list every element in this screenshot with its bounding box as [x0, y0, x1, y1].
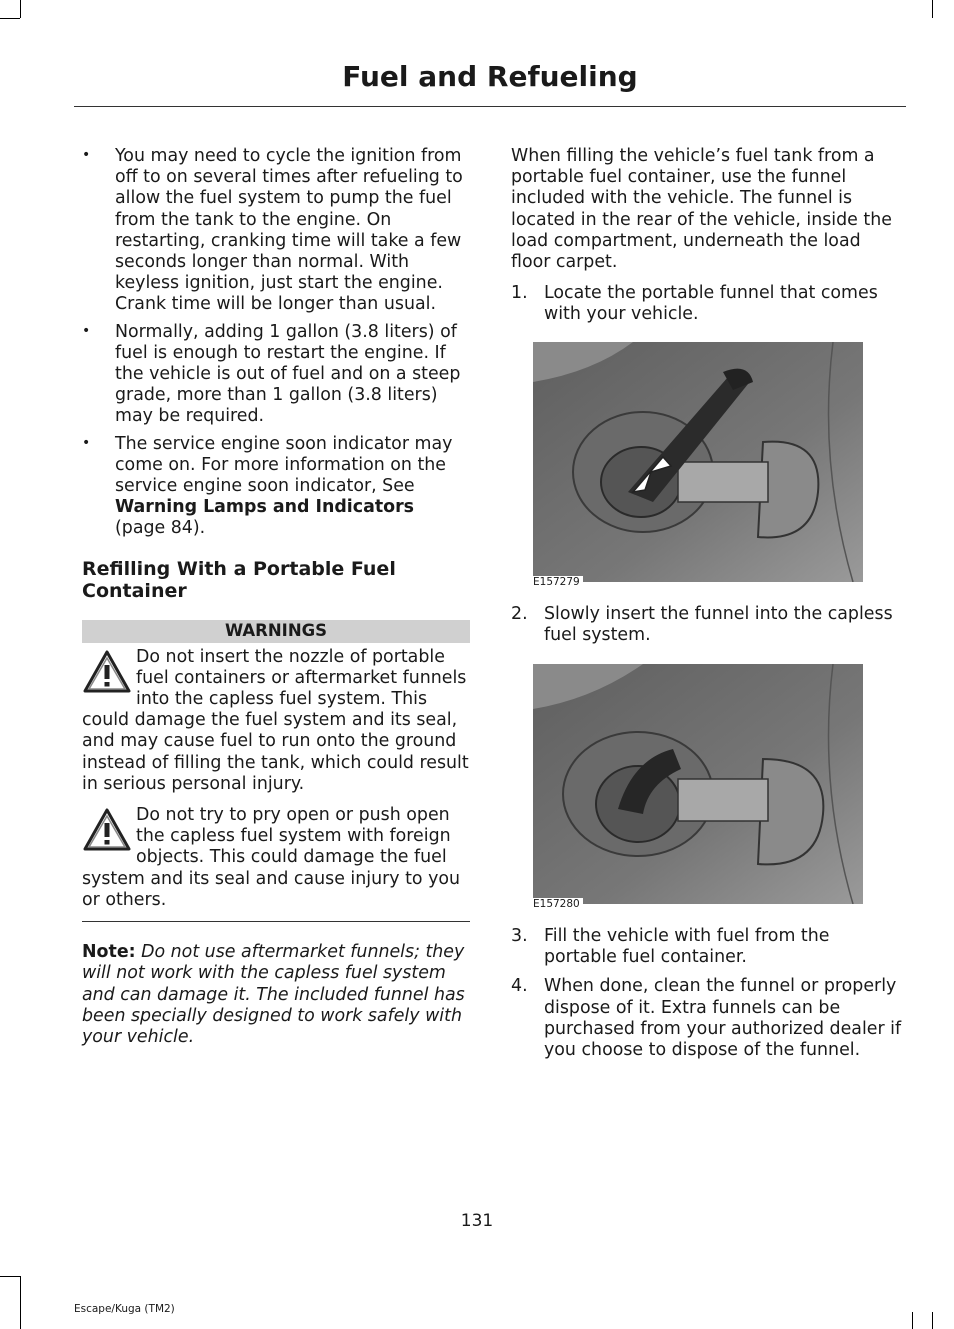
figure-code: E157279: [533, 576, 583, 588]
crop-mark: [0, 18, 20, 19]
note-paragraph: Note: Do not use aftermarket funnels; they will not work with the capless fuel system and can damage it. The included funnel has been specially designed to work safely with your vehicle.: [82, 942, 465, 1047]
section-heading: Refilling With a Portable Fuel Container: [82, 557, 396, 602]
step-item: 1. Locate the portable funnel that comes with your vehicle.: [511, 283, 878, 325]
bullet-list: [82, 146, 470, 540]
step-item: 4. When done, clean the funnel or properly dispose of it. Extra funnels can be purchased from your authorized dealer if you choose to dispose of the funnel.: [511, 976, 902, 1061]
crop-mark: [20, 1276, 21, 1329]
steps-list: [511, 604, 903, 646]
right-column: [511, 146, 903, 1061]
header-divider: [74, 106, 906, 107]
crop-mark: [20, 0, 21, 18]
page-title: Fuel and Refueling: [342, 60, 638, 93]
step-item: 3. Fill the vehicle with fuel from the portable fuel container.: [511, 926, 830, 968]
crop-mark: [932, 0, 933, 18]
left-column: [82, 146, 470, 1048]
funnel-illustration-locate: [533, 342, 863, 588]
fuel-door-funnel-image: [533, 342, 863, 582]
steps-list: [511, 283, 903, 325]
funnel-illustration-insert: [533, 664, 863, 911]
crop-mark: [932, 1312, 933, 1329]
list-item: • You may need to cycle the ignition from off to on several times after refueling to allow the fuel system to pump the fuel from the tank to the engine. On restarting, cranking time will take a few seconds longer than normal. With keyless ignition, just start the engine. Crank time will be longer than usual.: [82, 146, 463, 315]
warning-triangle-icon: [82, 807, 132, 853]
footer-model: Escape/Kuga (TM2): [74, 1303, 175, 1315]
warning-item: Do not insert the nozzle of portable fuel containers or aftermarket funnels into the capless fuel system. This could damage the fuel system and its seal, and may cause fuel to run onto the ground instead of filling the tank, which could result in serious personal injury.: [82, 646, 469, 794]
intro-paragraph: When filling the vehicle’s fuel tank from a portable fuel container, use the funnel included with the vehicle. The funnel is located in the rear of the vehicle, inside the load compartment, underneath the load floor carpet.: [511, 146, 892, 273]
step-item: 2. Slowly insert the funnel into the capless fuel system.: [511, 603, 893, 645]
warnings-block: [82, 647, 470, 911]
cross-reference-link[interactable]: Warning Lamps and Indicators: [115, 497, 415, 518]
steps-list: [511, 926, 903, 1061]
warning-triangle-icon: [82, 649, 132, 695]
page-number: 131: [460, 1211, 494, 1231]
list-item: • The service engine soon indicator may come on. For more information on the service engine soon indicator, See Warning Lamps and Indicators (page 84).: [82, 433, 453, 539]
crop-mark: [0, 1276, 20, 1277]
crop-mark: [912, 1312, 913, 1329]
warnings-divider: [82, 921, 470, 922]
fuel-door-funnel-inserted-image: [533, 664, 863, 904]
figure-code: E157280: [533, 898, 583, 910]
warnings-header: WARNINGS: [82, 620, 470, 643]
warning-item: Do not try to pry open or push open the capless fuel system with foreign objects. This could damage the fuel system and its seal and cause injury to you or others.: [82, 805, 461, 910]
list-item: • Normally, adding 1 gallon (3.8 liters) of fuel is enough to restart the engine. If the vehicle is out of fuel and on a steep grade, more than 1 gallon (3.8 liters) may be required.: [82, 321, 461, 427]
